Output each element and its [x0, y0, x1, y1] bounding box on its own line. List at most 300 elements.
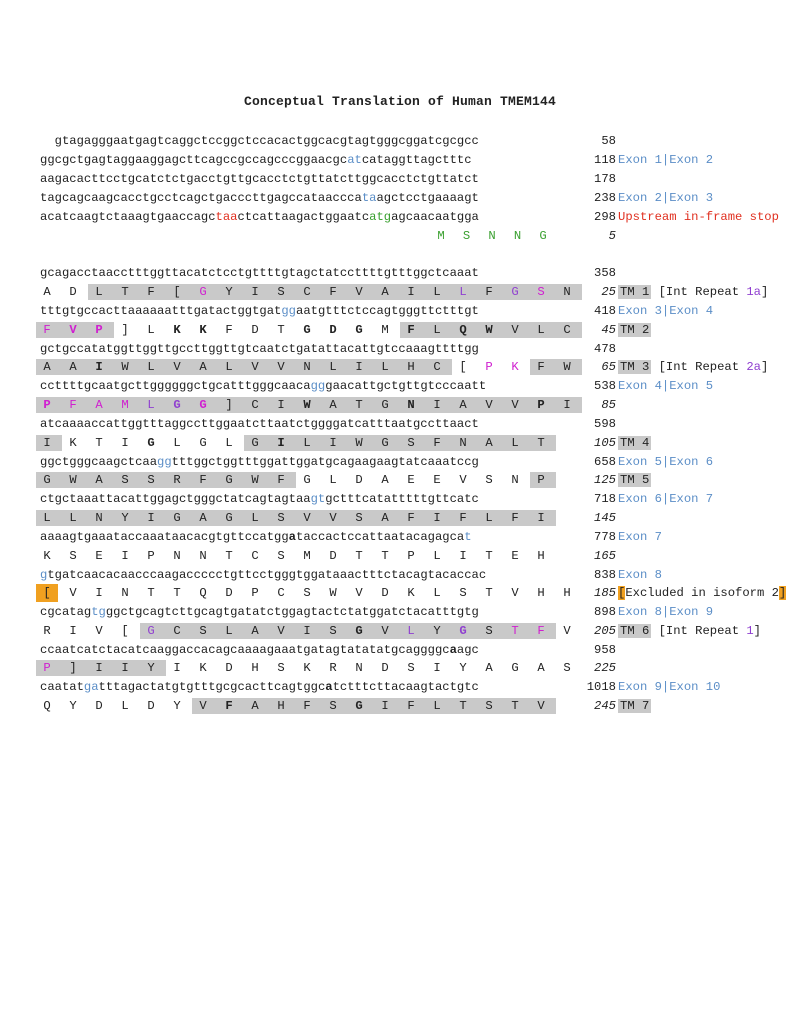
amino-acid: Y: [173, 699, 181, 713]
amino-acid: I: [433, 511, 441, 525]
base-position: 898: [594, 605, 616, 619]
amino-acid: V: [511, 398, 519, 412]
amino-acid: R: [43, 624, 51, 638]
sequence-segment: cataggttagctttc: [361, 153, 472, 167]
nucleotide-row: [0, 170, 800, 188]
amino-acid: H: [563, 586, 571, 600]
amino-acid-row: [0, 321, 800, 339]
nucleotide-row: [0, 302, 800, 320]
amino-acid: V: [199, 699, 207, 713]
sequence-segment: tctttcttacaagtactgtc: [332, 680, 479, 694]
amino-acid: F: [459, 511, 467, 525]
sequence-segment: gg: [310, 379, 326, 393]
annotation-text: Exon 9|Exon 10: [618, 680, 721, 694]
amino-acid: D: [329, 323, 337, 337]
amino-acid: V: [277, 624, 285, 638]
aa-position: 225: [594, 661, 616, 675]
amino-acid: N: [95, 511, 103, 525]
sequence-segment: ta: [361, 191, 377, 205]
annotation-text: 2a: [746, 360, 761, 374]
base-position: 358: [594, 266, 616, 280]
amino-acid: T: [95, 436, 103, 450]
amino-acid: V: [511, 323, 519, 337]
amino-acid: D: [95, 699, 103, 713]
nucleotide-row: [0, 340, 800, 358]
sequence-segment: cgcatag: [40, 605, 92, 619]
amino-acid: S: [329, 699, 337, 713]
annotation-text: [Int Repeat: [651, 285, 747, 299]
amino-acid: K: [43, 549, 51, 563]
amino-acid: L: [433, 549, 441, 563]
amino-acid-row: [0, 584, 800, 602]
aa-position: 25: [601, 285, 616, 299]
amino-acid: N: [199, 549, 207, 563]
sequence-segment: a: [288, 530, 296, 544]
nucleotide-sequence: [40, 566, 486, 584]
amino-acid: [: [173, 285, 181, 299]
amino-acid: S: [303, 586, 311, 600]
nucleotide-sequence: [40, 302, 479, 320]
amino-acid: E: [95, 549, 103, 563]
amino-acid: G: [43, 473, 51, 487]
amino-acid: Q: [199, 586, 207, 600]
amino-acid: L: [433, 323, 441, 337]
amino-acid: P: [251, 586, 259, 600]
base-position: 478: [594, 342, 616, 356]
amino-acid: Y: [433, 624, 441, 638]
amino-acid: S: [277, 549, 285, 563]
amino-acid: V: [485, 398, 493, 412]
exon-annotation: [618, 528, 662, 546]
amino-acid: C: [251, 549, 259, 563]
sequence-segment: a: [325, 680, 333, 694]
amino-acid: G: [355, 624, 363, 638]
annotation-text: TM 7: [620, 699, 650, 713]
exon-annotation: [618, 566, 662, 584]
amino-acid: F: [407, 511, 415, 525]
amino-acid: T: [511, 624, 519, 638]
amino-acid: I: [277, 398, 285, 412]
amino-acid: T: [511, 699, 519, 713]
domain-annotation: [618, 697, 651, 715]
amino-acid: M: [303, 549, 311, 563]
amino-acid: L: [433, 285, 441, 299]
nucleotide-sequence: [40, 208, 479, 226]
amino-acid-row: [0, 509, 800, 527]
amino-acid: V: [355, 285, 363, 299]
amino-acid: R: [173, 473, 181, 487]
aa-position: 5: [608, 229, 616, 243]
amino-acid: L: [485, 511, 493, 525]
amino-acid: F: [537, 624, 545, 638]
annotation-text: TM 5: [620, 473, 650, 487]
sequence-segment: gg: [157, 455, 172, 469]
amino-acid: G: [539, 229, 547, 243]
amino-acid: H: [537, 586, 545, 600]
amino-acid: L: [147, 360, 155, 374]
amino-acid: F: [225, 323, 233, 337]
sequence-segment: ctgctaaattacattggagctgggctatcagtagtaa: [40, 492, 311, 506]
amino-acid: A: [199, 360, 207, 374]
nucleotide-row: [0, 453, 800, 471]
amino-acid: T: [485, 549, 493, 563]
sequence-segment: gcagacctaacctttggttacatctcctgttttgtagctatccttttgtttggctcaaat: [40, 266, 479, 280]
aa-position: 145: [594, 511, 616, 525]
exon-annotation: [618, 678, 720, 696]
amino-acid-row: [0, 622, 800, 640]
amino-acid: G: [173, 398, 181, 412]
sequence-segment: gt: [310, 492, 326, 506]
nucleotide-sequence: [40, 415, 479, 433]
amino-acid: W: [563, 360, 571, 374]
amino-acid: [: [36, 584, 58, 602]
amino-acid: I: [563, 398, 571, 412]
amino-acid: K: [199, 323, 207, 337]
annotation-text: 1a: [746, 285, 761, 299]
base-position: 778: [594, 530, 616, 544]
annotation-text: Exon 5|Exon 6: [618, 455, 714, 469]
amino-acid: W: [485, 323, 493, 337]
amino-acid: G: [225, 511, 233, 525]
amino-acid: T: [121, 285, 129, 299]
amino-acid: D: [225, 661, 233, 675]
annotation-text: ]: [753, 624, 761, 638]
nucleotide-sequence: [40, 189, 479, 207]
amino-acid: I: [355, 360, 363, 374]
amino-acid-row: [0, 697, 800, 715]
amino-acid: V: [355, 586, 363, 600]
amino-acid: F: [69, 398, 77, 412]
amino-acid: V: [381, 624, 389, 638]
amino-acid: W: [329, 586, 337, 600]
amino-acid: T: [355, 398, 363, 412]
amino-acid: K: [173, 323, 181, 337]
amino-acid: A: [329, 398, 337, 412]
amino-acid: P: [147, 549, 155, 563]
amino-acid: W: [121, 360, 129, 374]
nucleotide-row: [0, 189, 800, 207]
sequence-segment: atg: [369, 210, 392, 224]
amino-acid: G: [225, 473, 233, 487]
annotation-text: TM 1: [620, 285, 650, 299]
sequence-segment: taccactccattaatacagagca: [296, 530, 465, 544]
exon-annotation: [618, 302, 713, 320]
amino-acid: W: [355, 436, 363, 450]
exon-annotation: [618, 603, 713, 621]
amino-acid: A: [485, 436, 493, 450]
sequence-segment: tg: [91, 605, 106, 619]
amino-acid: N: [488, 229, 496, 243]
amino-acid: G: [511, 661, 519, 675]
amino-acid: D: [355, 473, 363, 487]
amino-acid: S: [485, 699, 493, 713]
amino-acid: N: [355, 661, 363, 675]
amino-acid: N: [121, 586, 129, 600]
amino-acid: G: [303, 323, 311, 337]
amino-acid: G: [147, 436, 155, 450]
amino-acid: Y: [147, 661, 155, 675]
amino-acid: L: [303, 436, 311, 450]
amino-acid: D: [381, 661, 389, 675]
amino-acid: I: [121, 661, 129, 675]
amino-acid: G: [251, 436, 259, 450]
base-position: 238: [594, 191, 616, 205]
domain-annotation: [618, 622, 761, 640]
amino-acid: N: [407, 398, 415, 412]
aa-position: 205: [594, 624, 616, 638]
amino-acid: F: [225, 699, 233, 713]
nucleotide-row: [0, 132, 800, 150]
amino-acid: W: [251, 473, 259, 487]
nucleotide-row: [0, 490, 800, 508]
sequence-segment: taa: [215, 210, 238, 224]
amino-acid: I: [69, 624, 77, 638]
amino-acid: S: [459, 586, 467, 600]
amino-acid: M: [121, 398, 129, 412]
amino-acid: F: [407, 699, 415, 713]
amino-acid: E: [511, 549, 519, 563]
amino-acid: S: [277, 285, 285, 299]
amino-acid: I: [433, 398, 441, 412]
amino-acid: T: [173, 586, 181, 600]
amino-acid: S: [355, 511, 363, 525]
amino-acid: S: [485, 624, 493, 638]
amino-acid: S: [537, 285, 545, 299]
amino-acid: Q: [43, 699, 51, 713]
amino-acid: K: [199, 661, 207, 675]
nucleotide-sequence: [40, 340, 479, 358]
amino-acid: I: [43, 436, 51, 450]
amino-acid: ]: [69, 661, 77, 675]
nucleotide-sequence: [40, 528, 472, 546]
sequence-segment: gctgccatatggttggttgccttggttgtcaatctgatattacattgtccaaagttttgg: [40, 342, 479, 356]
sequence-segment: tgatcaacacaacccaagaccccctgttcctgggtggataaactttctacagtacaccac: [47, 568, 487, 582]
sequence-segment: aagacacttcctgcatctctgacctgttgcacctctgttatcttggcacctctgttatct: [40, 172, 479, 186]
annotation-text: [Int Repeat: [651, 624, 747, 638]
amino-acid: T: [381, 549, 389, 563]
nucleotide-sequence: [40, 170, 479, 188]
amino-acid: A: [251, 699, 259, 713]
amino-acid: D: [251, 323, 259, 337]
amino-acid-row: [0, 283, 800, 301]
amino-acid: P: [537, 398, 545, 412]
sequence-segment: ggctgcagtcttgcagtgatatctggagtactctatggatctacatttgtg: [105, 605, 479, 619]
amino-acid: T: [485, 586, 493, 600]
amino-acid: H: [277, 699, 285, 713]
amino-acid: G: [147, 624, 155, 638]
amino-acid: G: [511, 285, 519, 299]
amino-acid: A: [381, 285, 389, 299]
sequence-segment: aaaagtgaaataccaaataacacgtgttccatgg: [40, 530, 289, 544]
nucleotide-sequence: [40, 132, 479, 150]
amino-acid: I: [407, 285, 415, 299]
amino-acid: W: [69, 473, 77, 487]
annotation-text: Exon 8|Exon 9: [618, 605, 714, 619]
amino-acid: M: [381, 323, 389, 337]
amino-acid: L: [147, 323, 155, 337]
base-position: 538: [594, 379, 616, 393]
nucleotide-row: [0, 151, 800, 169]
sequence-segment: atcaaaaccattggtttaggccttggaatcttaatctggggatcatttaatgccttaact: [40, 417, 479, 431]
annotation-text: TM 6: [620, 624, 650, 638]
amino-acid: A: [43, 285, 51, 299]
amino-acid: C: [433, 360, 441, 374]
amino-acid: T: [355, 549, 363, 563]
sequence-segment: agc: [456, 643, 479, 657]
amino-acid: L: [95, 285, 103, 299]
amino-acid: E: [407, 473, 415, 487]
nucleotide-row: [0, 528, 800, 546]
amino-acid: F: [147, 285, 155, 299]
amino-acid: A: [95, 473, 103, 487]
amino-acid: M: [437, 229, 445, 243]
annotation-text: TM 2: [620, 323, 650, 337]
amino-acid: G: [355, 699, 363, 713]
amino-acid: I: [277, 436, 285, 450]
annotation-text: ]: [760, 285, 769, 299]
amino-acid: G: [381, 398, 389, 412]
amino-acid: V: [277, 360, 285, 374]
sequence-segment: acatcaagtctaaagtgaaccagc: [40, 210, 216, 224]
amino-acid: S: [277, 511, 285, 525]
amino-acid: V: [95, 624, 103, 638]
amino-acid: S: [147, 473, 155, 487]
amino-acid: T: [225, 549, 233, 563]
amino-acid: L: [225, 436, 233, 450]
amino-acid: V: [329, 511, 337, 525]
amino-acid: Y: [69, 699, 77, 713]
amino-acid: G: [199, 285, 207, 299]
sequence-segment: tagcagcaagcacctgcctcagctgacccttgagccataaccca: [40, 191, 362, 205]
aa-row-start: [0, 227, 800, 245]
amino-acid: P: [485, 360, 493, 374]
amino-acid: I: [147, 511, 155, 525]
sequence-segment: ga: [83, 680, 99, 694]
amino-acid: S: [199, 624, 207, 638]
amino-acid: T: [459, 699, 467, 713]
amino-acid: S: [485, 473, 493, 487]
amino-acid: [: [459, 360, 467, 374]
amino-acid: C: [563, 323, 571, 337]
amino-acid-row: [0, 471, 800, 489]
amino-acid: C: [251, 398, 259, 412]
amino-acid: F: [277, 473, 285, 487]
amino-acid: L: [225, 624, 233, 638]
amino-acid: [: [121, 624, 129, 638]
amino-acid: W: [303, 398, 311, 412]
annotation-text: Exon 3|Exon 4: [618, 304, 714, 318]
base-position: 418: [594, 304, 616, 318]
amino-acid: V: [563, 624, 571, 638]
exon-annotation: [618, 208, 779, 226]
amino-acid: Y: [121, 511, 129, 525]
amino-acid: F: [43, 323, 51, 337]
base-position: 58: [601, 134, 616, 148]
sequence-segment: gctttcatatttttgttcatc: [325, 492, 479, 506]
domain-annotation: [618, 358, 768, 376]
amino-acid: A: [199, 511, 207, 525]
amino-acid: R: [329, 661, 337, 675]
amino-acid: V: [511, 586, 519, 600]
amino-acid: Y: [225, 285, 233, 299]
amino-acid: T: [277, 323, 285, 337]
amino-acid: D: [69, 285, 77, 299]
amino-acid: H: [251, 661, 259, 675]
annotation-text: Excluded in isoform 2: [625, 586, 779, 600]
sequence-segment: at: [347, 153, 362, 167]
amino-acid: H: [407, 360, 415, 374]
amino-acid: V: [459, 473, 467, 487]
sequence-segment: ccttttgcaatgcttggggggctgcatttgggcaaca: [40, 379, 311, 393]
amino-acid: I: [251, 285, 259, 299]
amino-acid: D: [147, 699, 155, 713]
amino-acid: I: [433, 661, 441, 675]
sequence-segment: agctcctgaaaagt: [376, 191, 479, 205]
base-position: 838: [594, 568, 616, 582]
amino-acid: I: [121, 549, 129, 563]
amino-acid: L: [329, 360, 337, 374]
sequence-segment: g: [40, 568, 48, 582]
amino-acid: L: [43, 511, 51, 525]
amino-acid: P: [95, 323, 103, 337]
base-position: 178: [594, 172, 616, 186]
nucleotide-row: [0, 678, 800, 696]
sequence-segment: ccaatcatctacatcaaggaccacagcaaaagaaatgatagtatatatgcaggggc: [40, 643, 450, 657]
annotation-text: Exon 7: [618, 530, 662, 544]
amino-acid: E: [433, 473, 441, 487]
amino-acid: I: [459, 549, 467, 563]
amino-acid: C: [277, 586, 285, 600]
annotation-text: Exon 2|Exon 3: [618, 191, 714, 205]
amino-acid: T: [147, 586, 155, 600]
amino-acid-row: [0, 358, 800, 376]
aa-position: 185: [594, 586, 616, 600]
amino-acid: L: [329, 473, 337, 487]
sequence-segment: gg: [281, 304, 296, 318]
amino-acid: S: [462, 229, 471, 243]
aa-position: 165: [594, 549, 616, 563]
nucleotide-row: [0, 208, 800, 226]
exon-annotation: [618, 490, 713, 508]
amino-acid: K: [511, 360, 519, 374]
amino-acid: F: [537, 360, 545, 374]
amino-acid: L: [433, 699, 441, 713]
annotation-text: Exon 6|Exon 7: [618, 492, 714, 506]
base-position: 658: [594, 455, 616, 469]
amino-acid: L: [407, 624, 415, 638]
sequence-segment: tttagactatgtgtttgcgcacttcagtggc: [98, 680, 326, 694]
amino-acid: G: [199, 436, 207, 450]
sequence-segment: tttgtgccacttaaaaaatttgatactggtgat: [40, 304, 282, 318]
nucleotide-row: [0, 566, 800, 584]
amino-acid: ]: [225, 398, 233, 412]
sequence-segment: ggctgggcaagctcaa: [40, 455, 158, 469]
amino-acid: C: [303, 285, 311, 299]
sequence-segment: ggcgctgagtaggaaggagcttcagccgccagcccggaacgc: [40, 153, 348, 167]
annotation-text: Exon 4|Exon 5: [618, 379, 714, 393]
base-position: 118: [594, 153, 616, 167]
annotation-text: ]: [778, 586, 787, 600]
amino-acid: L: [173, 436, 181, 450]
amino-acid: ]: [121, 323, 129, 337]
amino-acid: G: [381, 436, 389, 450]
amino-acid: N: [459, 436, 467, 450]
annotation-text: [Int Repeat: [651, 360, 747, 374]
nucleotide-sequence: [40, 678, 479, 696]
amino-acid: I: [121, 436, 129, 450]
nucleotide-sequence: [40, 264, 479, 282]
nucleotide-sequence: [40, 377, 486, 395]
